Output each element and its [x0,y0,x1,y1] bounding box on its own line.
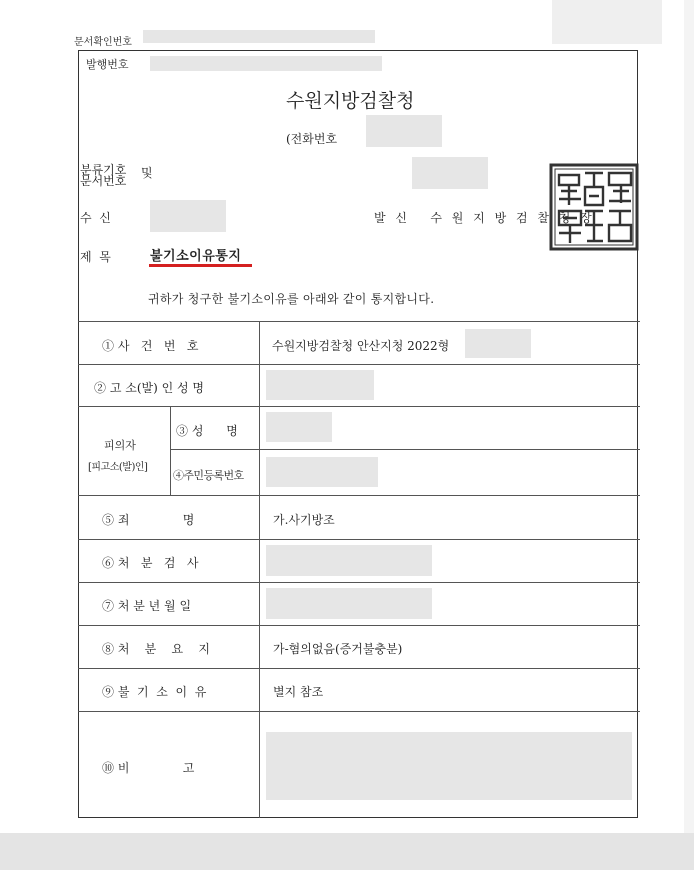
recipient-redacted [150,200,226,232]
phone-label: (전화번호 [286,132,338,146]
label-disposition-date: ⑦ 처 분 년 월 일 [102,599,192,613]
class-code-redacted [412,157,488,189]
table-row-divider [78,495,640,496]
class-code-and: 및 [141,166,153,180]
intro-text: 귀하가 청구한 불기소이유를 아래와 같이 통지합니다. [148,292,435,306]
table-row-divider [170,449,640,450]
table-row-divider [78,364,640,365]
suspect-group-sublabel: [피고소(발)인] [88,462,148,473]
subject-value: 불기소이유통지 [150,249,242,264]
label-complainant-name: ② 고 소(발) 인 성 명 [94,381,204,395]
value-disposition-summary: 가-혐의없음(증거불충분) [273,642,403,656]
agency-name: 수원지방검찰청 [286,90,415,112]
suspect-name-redacted [266,412,332,442]
suspect-group-label: 피의자 [104,439,136,452]
table-top-border [78,321,640,322]
remarks-redacted [266,732,632,800]
label-prosecutor: ⑥ 처 분 검 사 [102,556,199,570]
label-non-indictment-reason: ⑨ 불 기 소 이 유 [102,685,207,699]
table-row-divider [78,582,640,583]
label-remarks: ⑩ 비 고 [102,761,195,775]
subject-underline [149,264,252,267]
value-case-number: 수원지방검찰청 안산지청 2022형 [272,339,450,353]
recipient-label: 수 신 [80,211,111,225]
prosecutor-redacted [266,545,432,576]
page-bottom-margin [0,833,694,870]
subject-label: 제 목 [80,250,111,264]
class-code-label [80,165,126,187]
table-row-divider [78,668,640,669]
label-disposition-summary: ⑧ 처 분 요 지 [102,642,210,656]
case-number-redacted [465,329,531,358]
table-row-divider [78,711,640,712]
disposition-date-redacted [266,588,432,619]
label-case-number: ① 사 건 번 호 [102,339,199,353]
label-suspect-name: ③ 성 명 [176,424,238,438]
paper-edge-shadow [684,0,694,833]
official-seal-icon [549,163,639,251]
table-row-divider [78,406,640,407]
label-resident-number: ④주민등록번호 [173,469,244,482]
resident-number-redacted [266,457,378,487]
complainant-redacted [266,370,374,400]
value-charge: 가.사기방조 [273,513,335,527]
doc-confirm-number-redacted [143,30,375,43]
table-row-divider [78,539,640,540]
table-column-divider [259,321,260,818]
table-group-divider [170,406,171,495]
phone-number-redacted [366,115,442,147]
redacted-corner [552,0,662,44]
doc-confirm-label: 문서확인번호 [74,37,132,48]
sender-text: 발신 수원지방검찰청장 [374,211,602,225]
value-non-indictment-reason: 별지 참조 [273,685,324,699]
class-code-label-line1: 분류기호 [80,163,127,177]
class-code-label-line2: 문서번호 [80,174,127,188]
table-row-divider [78,625,640,626]
issue-number-redacted [150,56,382,71]
label-charge: ⑤ 죄 명 [102,513,195,527]
issue-no-label: 발행번호 [86,58,129,71]
